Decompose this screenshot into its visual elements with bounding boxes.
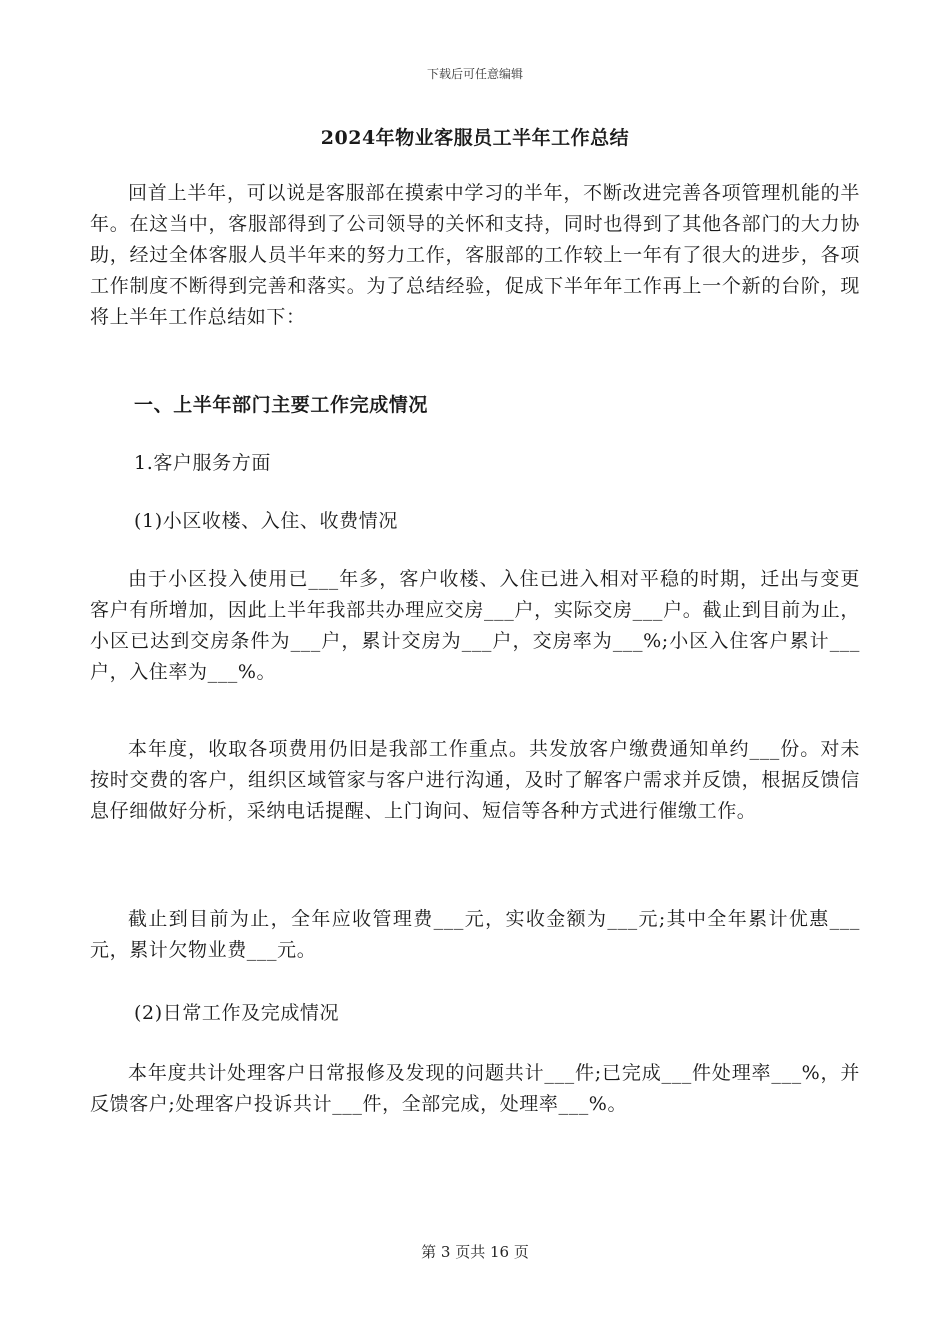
section-heading-1: 一、上半年部门主要工作完成情况	[134, 394, 429, 416]
page-header-note: 下载后可任意编辑	[426, 67, 523, 81]
paragraph-fee-amounts: 截止到目前为止，全年应收管理费___元，实收金额为___元;其中全年累计优惠___元，累计欠物业费___元。	[90, 908, 860, 961]
document-title: 2024年物业客服员工半年工作总结	[320, 127, 630, 149]
paragraph-fee-collection: 本年度，收取各项费用仍旧是我部工作重点。共发放客户缴费通知单约___份。对未按时交费的客户，组织区域管家与客户进行沟通，及时了解客户需求并反馈，根据反馈信息仔细做好分析，采纳电话提醒、上门询问、短信等各种方式进行催缴工作。	[90, 738, 860, 822]
subsection-heading-customer-service: 1.客户服务方面	[134, 452, 271, 474]
paragraph-daily-work: 本年度共计处理客户日常报修及发现的问题共计___件;已完成___件处理率___%，并反馈客户;处理客户投诉共计___件，全部完成，处理率___%。	[90, 1062, 860, 1115]
paragraph-move-in: 由于小区投入使用已___年多，客户收楼、入住已进入相对平稳的时期，迁出与变更客户有所增加，因此上半年我部共办理应交房___户，实际交房___户。截止到目前为止，小区已达到交房条件为___户，累计交房为___户，交房率为___%;小区入住客户累计___户，入住率为___%。	[90, 568, 860, 683]
subsection-heading-daily-work: (2)日常工作及完成情况	[134, 1002, 340, 1024]
subsection-heading-move-in-fees: (1)小区收楼、入住、收费情况	[134, 510, 398, 532]
intro-paragraph: 回首上半年，可以说是客服部在摸索中学习的半年，不断改进完善各项管理机能的半年。在这当中，客服部得到了公司领导的关怀和支持，同时也得到了其他各部门的大力协助，经过全体客服人员半年来的努力工作，客服部的工作较上一年有了很大的进步，各项工作制度不断得到完善和落实。为了总结经验，促成下半年年工作再上一个新的台阶，现将上半年工作总结如下：	[90, 182, 860, 328]
page-number-footer: 第 3 页共 16 页	[421, 1243, 529, 1261]
